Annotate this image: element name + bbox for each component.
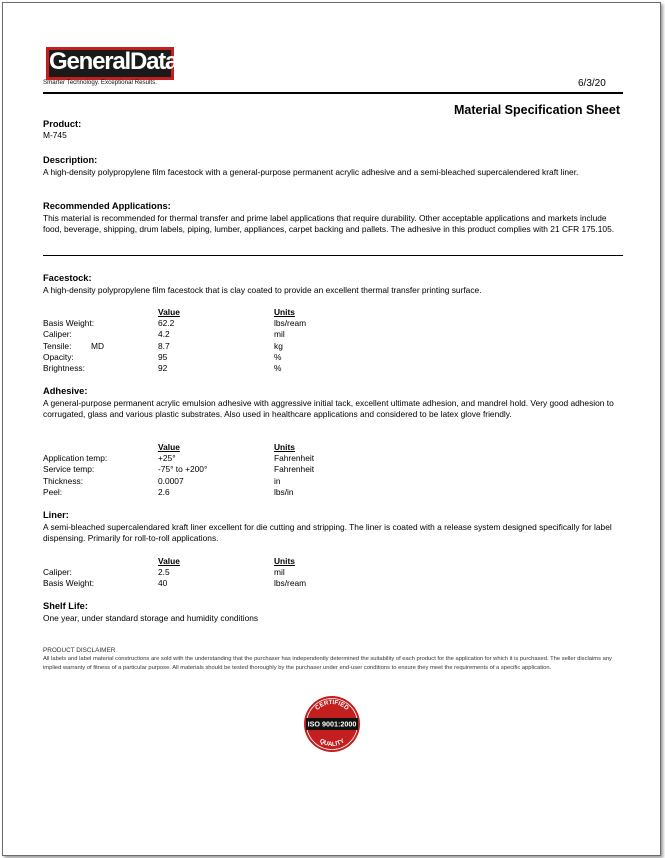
spec-units: % (274, 351, 282, 362)
facestock-spec-table (43, 307, 443, 374)
spec-label: Application temp: (43, 453, 108, 464)
adhesive-heading: Adhesive: (43, 386, 88, 396)
value-header: Value (158, 307, 180, 317)
liner-text: A semi-bleached supercalendared kraft liner excellent for die cutting and stripping. The liner is coated with a release system designed specifically for label dispensing. Primarily for roll-to-roll applications. (43, 522, 612, 544)
spec-row (43, 476, 443, 487)
spec-value: 0.0007 (158, 475, 184, 486)
spec-units: in (274, 475, 281, 486)
seal-top-text: CERTIFIED (314, 698, 350, 712)
spec-value: 40 (158, 578, 168, 589)
spec-units: lbs/ream (274, 318, 307, 329)
units-header: Units (274, 556, 295, 566)
product-heading: Product: (43, 119, 82, 129)
spec-label: Peel: (43, 486, 63, 497)
facestock-heading: Facestock: (43, 273, 92, 283)
shelf-life-text: One year, under standard storage and humidity conditions (43, 613, 259, 623)
spec-label: Basis Weight: (43, 318, 95, 329)
spec-value: -75° to +200° (158, 464, 208, 475)
facestock-text: A high-density polypropylene film facestock that is clay coated to provide an excellent thermal transfer printing surface. (43, 285, 482, 295)
spec-row (43, 352, 443, 363)
spec-header-row (43, 442, 443, 453)
value-header: Value (158, 556, 180, 566)
spec-row (43, 567, 443, 578)
section-divider (43, 255, 623, 256)
document-date: 6/3/20 (578, 78, 606, 89)
spec-units: Fahrenheit (274, 464, 315, 475)
shelf-life-heading: Shelf Life: (43, 601, 88, 611)
spec-units: mil (274, 567, 285, 578)
product-value: M-745 (43, 130, 67, 140)
spec-value: 2.6 (158, 486, 170, 497)
adhesive-spec-table (43, 442, 443, 498)
spec-row (43, 453, 443, 464)
units-header: Units (274, 307, 295, 317)
disclaimer-heading: PRODUCT DISCLAIMER (43, 647, 116, 654)
spec-row (43, 363, 443, 374)
spec-row (43, 329, 443, 340)
recommended-text: This material is recommended for thermal transfer and prime label applications that require durability. Other acceptable applications and markets include food, beverage, shipping, drum labels, piping, lumber, appliances, carpet backing and pallets. The adhesive in this product complies with 21 CFR 175.105. (43, 213, 615, 235)
spec-row (43, 487, 443, 498)
spec-units: % (274, 362, 282, 373)
company-logo (46, 47, 178, 80)
spec-value: 92 (158, 362, 168, 373)
description-heading: Description: (43, 155, 98, 165)
company-tagline: Smarter Technology. Exceptional Results. (43, 79, 157, 86)
liner-heading: Liner: (43, 510, 69, 520)
liner-spec-table (43, 556, 443, 590)
header-divider (43, 92, 623, 94)
spec-label: Thickness: (43, 475, 84, 486)
spec-units: lbs/ream (274, 578, 307, 589)
spec-value: 2.5 (158, 567, 170, 578)
spec-row (43, 464, 443, 475)
page-title: Material Specification Sheet (453, 103, 620, 117)
logo-text: GeneralData (49, 48, 178, 75)
spec-sublabel: MD (91, 340, 105, 351)
spec-row (43, 318, 443, 329)
spec-label: Caliper: (43, 329, 72, 340)
spec-label: Opacity: (43, 351, 74, 362)
spec-value: +25° (158, 453, 176, 464)
spec-row (43, 578, 443, 589)
spec-units: lbs/in (274, 486, 294, 497)
spec-value: 62.2 (158, 318, 175, 329)
units-header: Units (274, 442, 295, 452)
spec-label: Service temp: (43, 464, 95, 475)
spec-row (43, 341, 443, 352)
recommended-heading: Recommended Applications: (43, 201, 171, 211)
description-text: A high-density polypropylene film facestock with a general-purpose permanent acrylic adhesive and a semi-bleached supercalendered kraft liner. (43, 167, 579, 177)
value-header: Value (158, 442, 180, 452)
seal-bottom-text: QUALITY (318, 737, 346, 749)
adhesive-text: A general-purpose permanent acrylic emulsion adhesive with aggressive initial tack, excellent ultimate adhesion, and mandrel hold. Very good adhesion to corrugated, glass and various plastic substrates. Also used in healthcare applications and considered to be latex glove friendly. (43, 398, 614, 420)
spec-label: Basis Weight: (43, 578, 95, 589)
spec-label: Brightness: (43, 362, 85, 373)
spec-value: 95 (158, 351, 168, 362)
spec-units: mil (274, 329, 285, 340)
disclaimer-text: All labels and label material constructions are sold with the understanding that the purchaser has independently determined the suitability of each product for the application for which it is purchased. The seller disclaims any implied warranty of fitness of a particular purpose. All materials should be tested thoroughly by the purchaser under end-user conditions to ensure they meet the requirements of a specific application. (43, 656, 612, 671)
spec-value: 8.7 (158, 340, 170, 351)
spec-value: 4.2 (158, 329, 170, 340)
spec-label: Tensile: (43, 340, 72, 351)
spec-header-row (43, 307, 443, 318)
spec-header-row (43, 556, 443, 567)
seal-middle-text: ISO 9001:2000 (307, 719, 357, 729)
spec-label: Caliper: (43, 567, 72, 578)
spec-units: kg (274, 340, 283, 351)
iso-certified-seal (303, 695, 361, 753)
spec-units: Fahrenheit (274, 453, 315, 464)
